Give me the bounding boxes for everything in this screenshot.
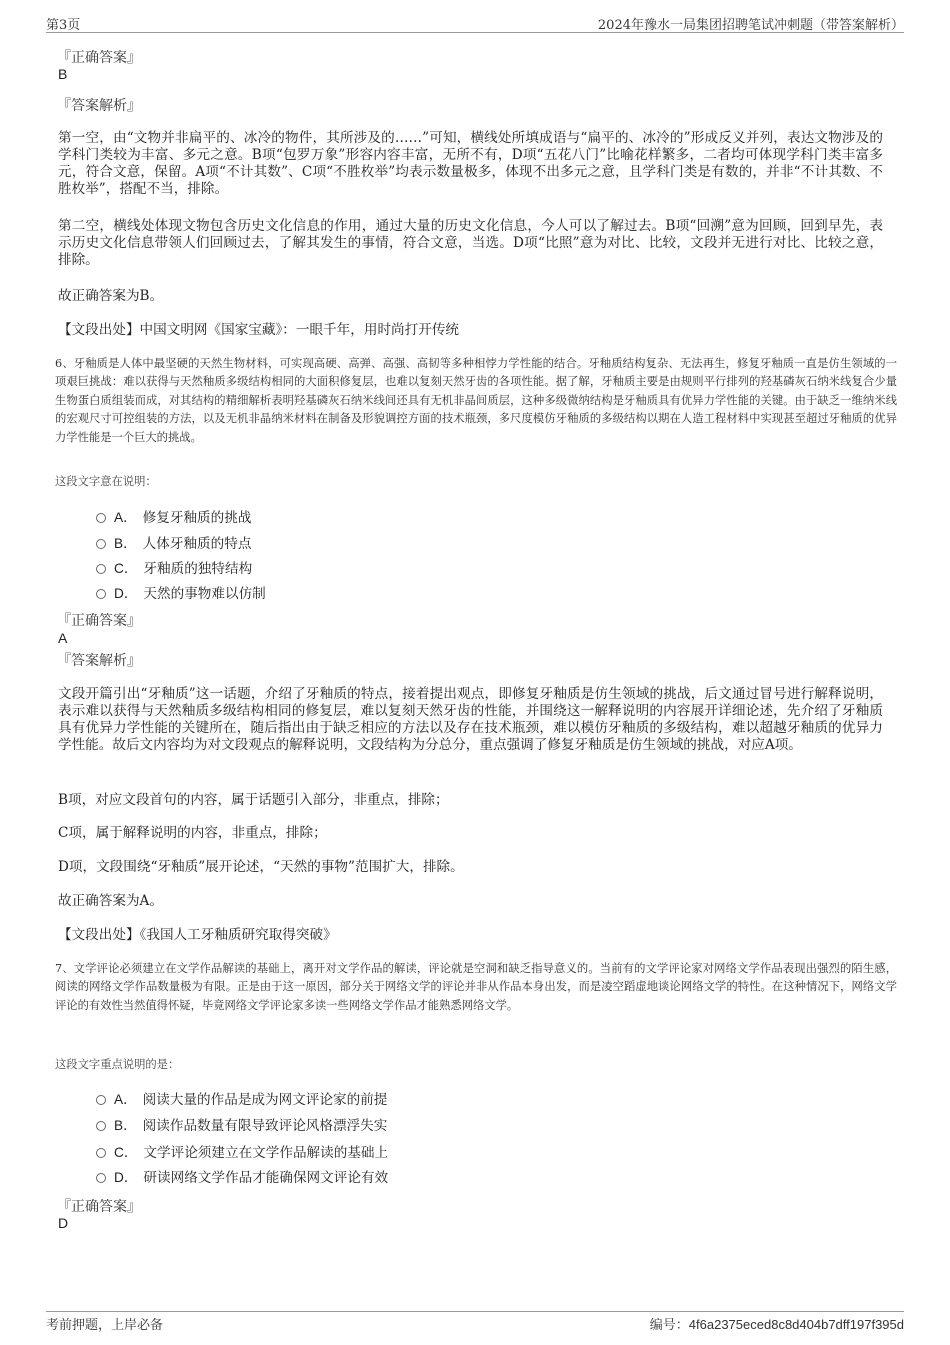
question-passage: 7、文学评论必须建立在文学作品解读的基础上，离开对文学作品的解读，评论就是空洞和缺乏指导意义的。当前有的文学评论家对网络文学作品表现出强烈的陌生感，阅读的网络文学作品数量极为有限。正是由于这一原因，部分关于网络文学的评论并非从作品本身出发，而是凌空蹈虚地谈论网络文学的特性。在这种情况下，网络文学评论的有效性当然值得怀疑，毕竟网络文学评论家多读一些网络文学作品才能熟悉网络文学。 xyxy=(55,962,897,1012)
option-letter: C． xyxy=(114,1145,138,1160)
correct-answer: B xyxy=(58,66,68,82)
source-citation: 【文段出处】中国文明网《国家宝藏》：一眼千年，用时尚打开传统 xyxy=(58,322,460,338)
question-stem: 这段文字重点说明的是： xyxy=(55,1058,180,1071)
option-a[interactable] xyxy=(96,1088,387,1108)
question-stem: 这段文字意在说明： xyxy=(55,475,157,488)
option-text: 牙釉质的独特结构 xyxy=(143,561,253,577)
source-citation: 【文段出处】《我国人工牙釉质研究取得突破》 xyxy=(58,927,337,943)
option-text: 天然的事物难以仿制 xyxy=(143,586,266,602)
option-text: 研读网络文学作品才能确保网文评论有效 xyxy=(143,1170,389,1186)
analysis-paragraph: 文段开篇引出“牙釉质”这一话题，介绍了牙釉质的特点，接着提出观点，即修复牙釉质是仿生领域的挑战，后文通过冒号进行解释说明，表示难以获得与天然釉质多级结构相同的修复层，难以复刻天然牙齿的性能，并围绕这一解释说明的内容展开详细论述，先介绍了牙釉质具有优异力学性能的关键所在，随后指出由于缺乏相应的方法以及存在技术瓶颈，难以模仿牙釉质的多级结构，难以超越牙釉质的优异力学性能。故后文内容均为对文段观点的解释说明，文段结构为分总分，重点强调了修复牙釉质是仿生领域的挑战，对应A项。 xyxy=(58,686,883,753)
footer-divider xyxy=(46,1311,904,1312)
radio-icon[interactable] xyxy=(96,1173,106,1183)
radio-icon[interactable] xyxy=(96,564,106,574)
option-c[interactable] xyxy=(96,557,252,577)
option-letter: D． xyxy=(114,1170,138,1185)
analysis-paragraph: 第二空，横线处体现文物包含历史文化信息的作用，通过大量的历史文化信息，今人可以了解过去。B项“回溯”意为回顾，回到早先，表示历史文化信息带领人们回顾过去，了解其发生的事情，符合文意，当选。D项“比照”意为对比、比较，文段并无进行对比、比较之意，排除。 xyxy=(58,218,883,268)
document-code: 编号：4f6a2375eced8c8d404b7dff197f395d xyxy=(649,1317,904,1332)
analysis-paragraph: B项，对应文段首句的内容，属于话题引入部分，非重点，排除； xyxy=(58,792,449,808)
option-letter: B． xyxy=(114,536,137,551)
analysis-paragraph: 第一空，由“文物并非扁平的、冰冷的物件，其所涉及的……”可知，横线处所填成语与“扁平的、冰冷的”形成反义并列，表达文物涉及的学科门类较为丰富、多元之意。B项“包罗万象”形容内容丰富，无所不有，D项“五花八门”比喻花样繁多，二者均可体现学科门类丰富多元，符合文意，保留。A项“不计其数”、C项“不胜枚举”均表示数量极多，体现不出多元之意，且学科门类是有数的，并非“不计其数、不胜枚举”，搭配不当，排除。 xyxy=(58,130,883,197)
option-text: 修复牙釉质的挑战 xyxy=(142,510,252,526)
answer-conclusion: 故正确答案为A。 xyxy=(58,893,163,909)
option-text: 文学评论须建立在文学作品解读的基础上 xyxy=(143,1145,389,1161)
analysis-paragraph: D项，文段围绕“牙釉质”展开论述，“天然的事物”范围扩大，排除。 xyxy=(58,859,464,875)
option-letter: C． xyxy=(114,561,138,576)
correct-answer: A xyxy=(58,630,68,646)
header-divider xyxy=(46,32,904,33)
analysis-paragraph: C项，属于解释说明的内容，非重点，排除； xyxy=(58,825,327,841)
option-b[interactable] xyxy=(96,532,251,552)
radio-icon[interactable] xyxy=(96,539,106,549)
option-d[interactable] xyxy=(96,1166,388,1186)
option-c[interactable] xyxy=(96,1141,388,1161)
radio-icon[interactable] xyxy=(96,1148,106,1158)
option-letter: D． xyxy=(114,586,138,601)
option-text: 阅读作品数量有限导致评论风格漂浮失实 xyxy=(142,1118,388,1134)
correct-answer-label: 『正确答案』 xyxy=(57,50,141,66)
option-letter: B． xyxy=(114,1118,137,1133)
option-b[interactable] xyxy=(96,1114,387,1134)
analysis-label: 『答案解析』 xyxy=(57,653,141,669)
document-title: 2024年豫水一局集团招聘笔试冲刺题（带答案解析） xyxy=(597,18,904,33)
analysis-label: 『答案解析』 xyxy=(57,98,141,114)
option-letter: A． xyxy=(114,1092,137,1107)
option-a[interactable] xyxy=(96,506,251,526)
answer-conclusion: 故正确答案为B。 xyxy=(58,288,164,304)
option-text: 阅读大量的作品是成为网文评论家的前提 xyxy=(142,1092,388,1108)
radio-icon[interactable] xyxy=(96,513,106,523)
option-letter: A． xyxy=(114,510,137,525)
correct-answer-label: 『正确答案』 xyxy=(57,613,141,629)
radio-icon[interactable] xyxy=(96,589,106,599)
footer-slogan: 考前押题，上岸必备 xyxy=(46,1318,164,1333)
correct-answer-label: 『正确答案』 xyxy=(57,1199,141,1215)
radio-icon[interactable] xyxy=(96,1095,106,1105)
option-d[interactable] xyxy=(96,582,266,602)
page-number: 第3页 xyxy=(46,18,81,33)
question-passage: 6、牙釉质是人体中最坚硬的天然生物材料，可实现高硬、高弹、高强、高韧等多种相悖力学性能的结合。牙釉质结构复杂、无法再生，修复牙釉质一直是仿生领域的一项艰巨挑战：难以获得与天然釉质多级结构相同的大面积修复层，也难以复刻天然牙齿的各项性能。据了解，牙釉质主要是由规则平行排列的羟基磷灰石纳米线复合少量生物蛋白质组装而成，对其结构的精细解析表明羟基磷灰石纳米线间还具有无机非晶间质层，这种多级微纳结构是牙釉质具有优异力学性能的关键。由于缺乏一维纳米线的宏观尺寸可控组装的方法，以及无机非晶纳米材料在制备及形貌调控方面的技术瓶颈，多尺度模仿牙釉质的多级结构以期在人造工程材料中实现甚至超过牙釉质的优异力学性能是一个巨大的挑战。 xyxy=(55,357,897,444)
radio-icon[interactable] xyxy=(96,1121,106,1131)
option-text: 人体牙釉质的特点 xyxy=(142,536,252,552)
correct-answer: D xyxy=(58,1215,69,1231)
